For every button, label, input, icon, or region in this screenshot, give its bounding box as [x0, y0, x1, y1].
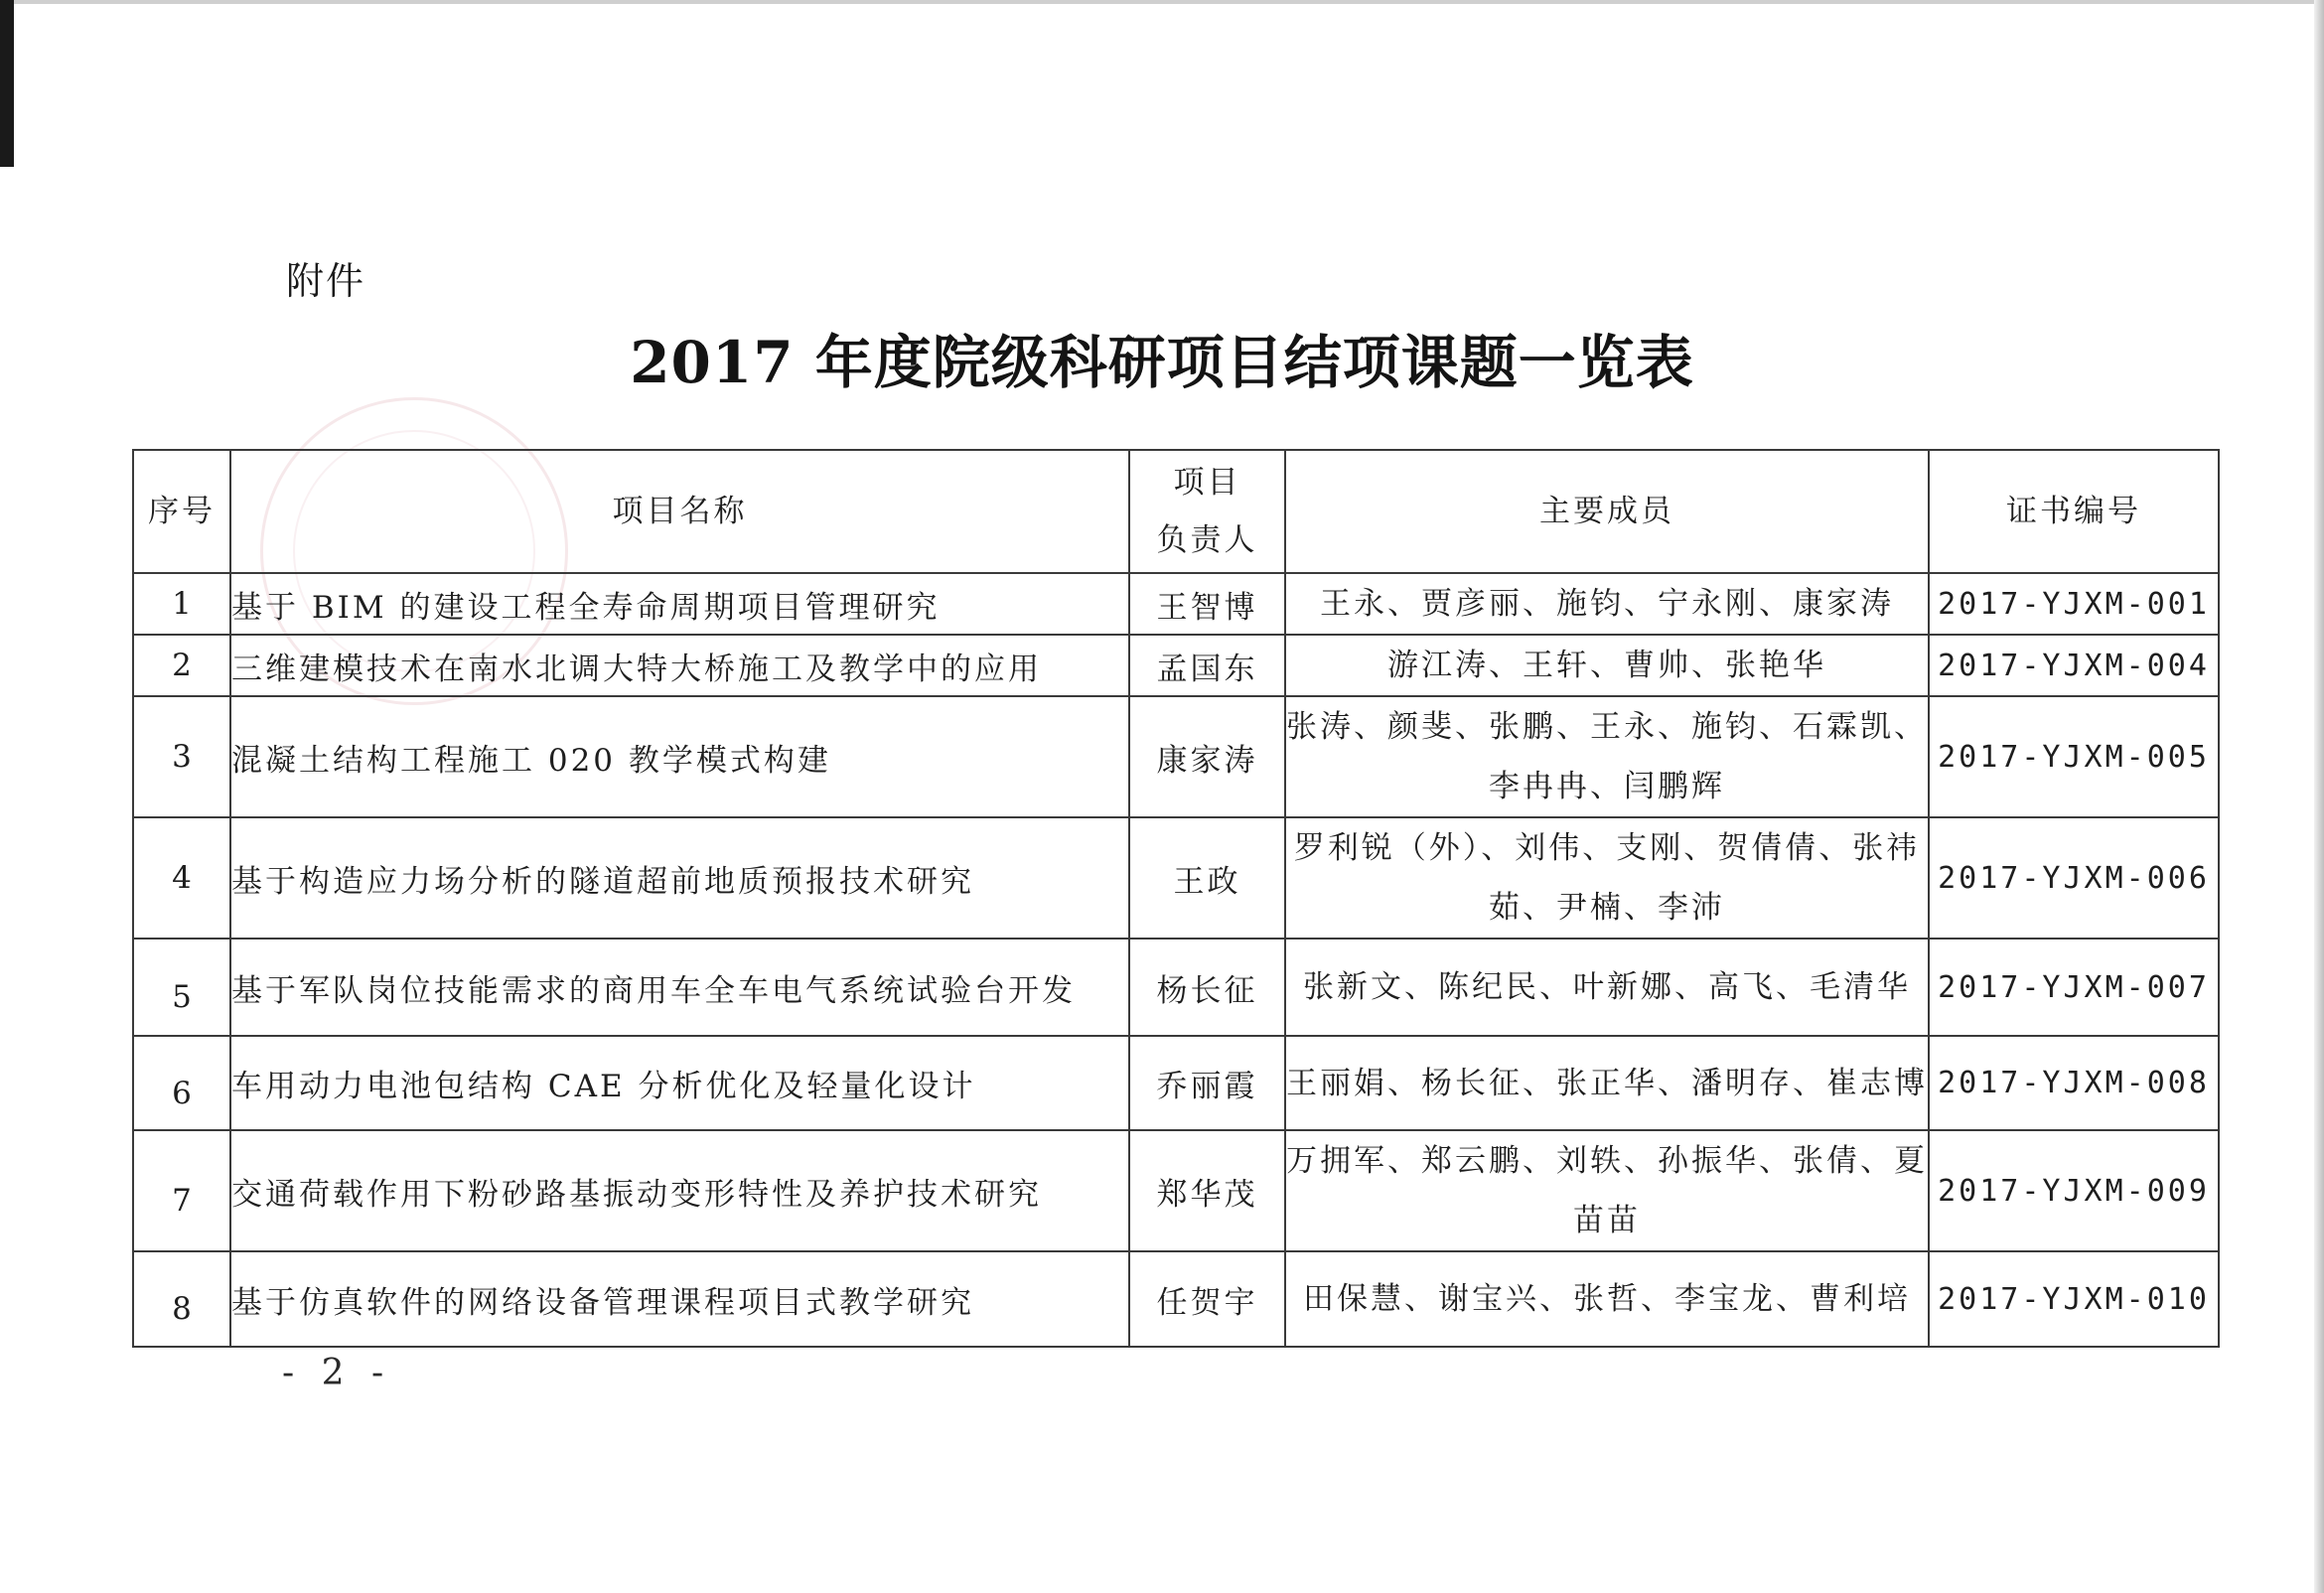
- row-index: [133, 1130, 230, 1251]
- row-cert: 2017-YJXM-001: [1929, 573, 2219, 635]
- table-body: [133, 573, 2219, 1347]
- row-index-value: 5: [172, 979, 192, 1015]
- table-row: [133, 696, 2219, 817]
- row-leader: 王政: [1129, 817, 1285, 939]
- row-project-name: 车用动力电池包结构 CAE 分析优化及轻量化设计: [230, 1036, 1129, 1130]
- scan-edge-left: [0, 0, 14, 167]
- row-leader: 孟国东: [1129, 635, 1285, 696]
- row-cert: 2017-YJXM-010: [1929, 1251, 2219, 1347]
- row-members: 张涛、颜斐、张鹏、王永、施钧、石霖凯、李冉冉、闫鹏辉: [1285, 696, 1929, 817]
- row-index: [133, 939, 230, 1036]
- scan-edge-right: [2314, 0, 2324, 1593]
- row-members: 游江涛、王轩、曹帅、张艳华: [1285, 635, 1929, 696]
- row-index-value: 8: [172, 1291, 192, 1327]
- row-leader: 任贺宇: [1129, 1251, 1285, 1347]
- row-members: 田保慧、谢宝兴、张哲、李宝龙、曹利培: [1285, 1251, 1929, 1347]
- row-members: 张新文、陈纪民、叶新娜、高飞、毛清华: [1285, 939, 1929, 1036]
- page-number: - 2 -: [282, 1353, 392, 1393]
- row-cert: 2017-YJXM-009: [1929, 1130, 2219, 1251]
- page-title: 2017 年度院级科研项目结项课题一览表: [630, 329, 1694, 396]
- header-leader-line1: 项目: [1173, 465, 1241, 501]
- header-members: 主要成员: [1285, 450, 1929, 573]
- row-cert: 2017-YJXM-005: [1929, 696, 2219, 817]
- row-index: [133, 1036, 230, 1130]
- row-index-value: 6: [172, 1075, 192, 1111]
- header-leader-line2: 负责人: [1156, 522, 1258, 558]
- row-index: 4: [133, 817, 230, 939]
- row-members: 王丽娟、杨长征、张正华、潘明存、崔志博: [1285, 1036, 1929, 1130]
- row-leader: 康家涛: [1129, 696, 1285, 817]
- row-project-name: 基于军队岗位技能需求的商用车全车电气系统试验台开发: [230, 939, 1129, 1036]
- row-project-name: 基于构造应力场分析的隧道超前地质预报技术研究: [230, 817, 1129, 939]
- row-index: 2: [133, 635, 230, 696]
- table-row: [133, 817, 2219, 939]
- header-index: 序号: [133, 450, 230, 573]
- row-cert: 2017-YJXM-007: [1929, 939, 2219, 1036]
- row-cert: 2017-YJXM-008: [1929, 1036, 2219, 1130]
- row-leader: 乔丽霞: [1129, 1036, 1285, 1130]
- row-leader: 王智博: [1129, 573, 1285, 635]
- row-project-name: 交通荷载作用下粉砂路基振动变形特性及养护技术研究: [230, 1130, 1129, 1251]
- row-members: 王永、贾彦丽、施钧、宁永刚、康家涛: [1285, 573, 1929, 635]
- row-cert: 2017-YJXM-006: [1929, 817, 2219, 939]
- table-row: [133, 1251, 2219, 1347]
- row-index: 3: [133, 696, 230, 817]
- row-members: 罗利锐（外）、刘伟、支刚、贺倩倩、张祎茹、尹楠、李沛: [1285, 817, 1929, 939]
- row-leader: 杨长征: [1129, 939, 1285, 1036]
- row-project-name: 基于仿真软件的网络设备管理课程项目式教学研究: [230, 1251, 1129, 1347]
- table-row: [133, 939, 2219, 1036]
- table-row: [133, 1036, 2219, 1130]
- header-project-name: 项目名称: [230, 450, 1129, 573]
- table-row: [133, 573, 2219, 635]
- row-project-name: 三维建模技术在南水北调大特大桥施工及教学中的应用: [230, 635, 1129, 696]
- row-cert: 2017-YJXM-004: [1929, 635, 2219, 696]
- header-cert: 证书编号: [1929, 450, 2219, 573]
- row-index-value: 7: [172, 1183, 192, 1219]
- row-project-name: 基于 BIM 的建设工程全寿命周期项目管理研究: [230, 573, 1129, 635]
- project-table: [132, 449, 2220, 1348]
- table-header-row: [133, 450, 2219, 573]
- row-project-name: 混凝土结构工程施工 020 教学模式构建: [230, 696, 1129, 817]
- table-row: [133, 635, 2219, 696]
- table-row: [133, 1130, 2219, 1251]
- row-index: 1: [133, 573, 230, 635]
- scan-edge-top: [0, 0, 2324, 4]
- attachment-label: 附件: [286, 259, 366, 303]
- row-members: 万拥军、郑云鹏、刘轶、孙振华、张倩、夏苗苗: [1285, 1130, 1929, 1251]
- table-header: [133, 450, 2219, 573]
- row-leader: 郑华茂: [1129, 1130, 1285, 1251]
- row-index: [133, 1251, 230, 1347]
- header-leader: [1129, 450, 1285, 573]
